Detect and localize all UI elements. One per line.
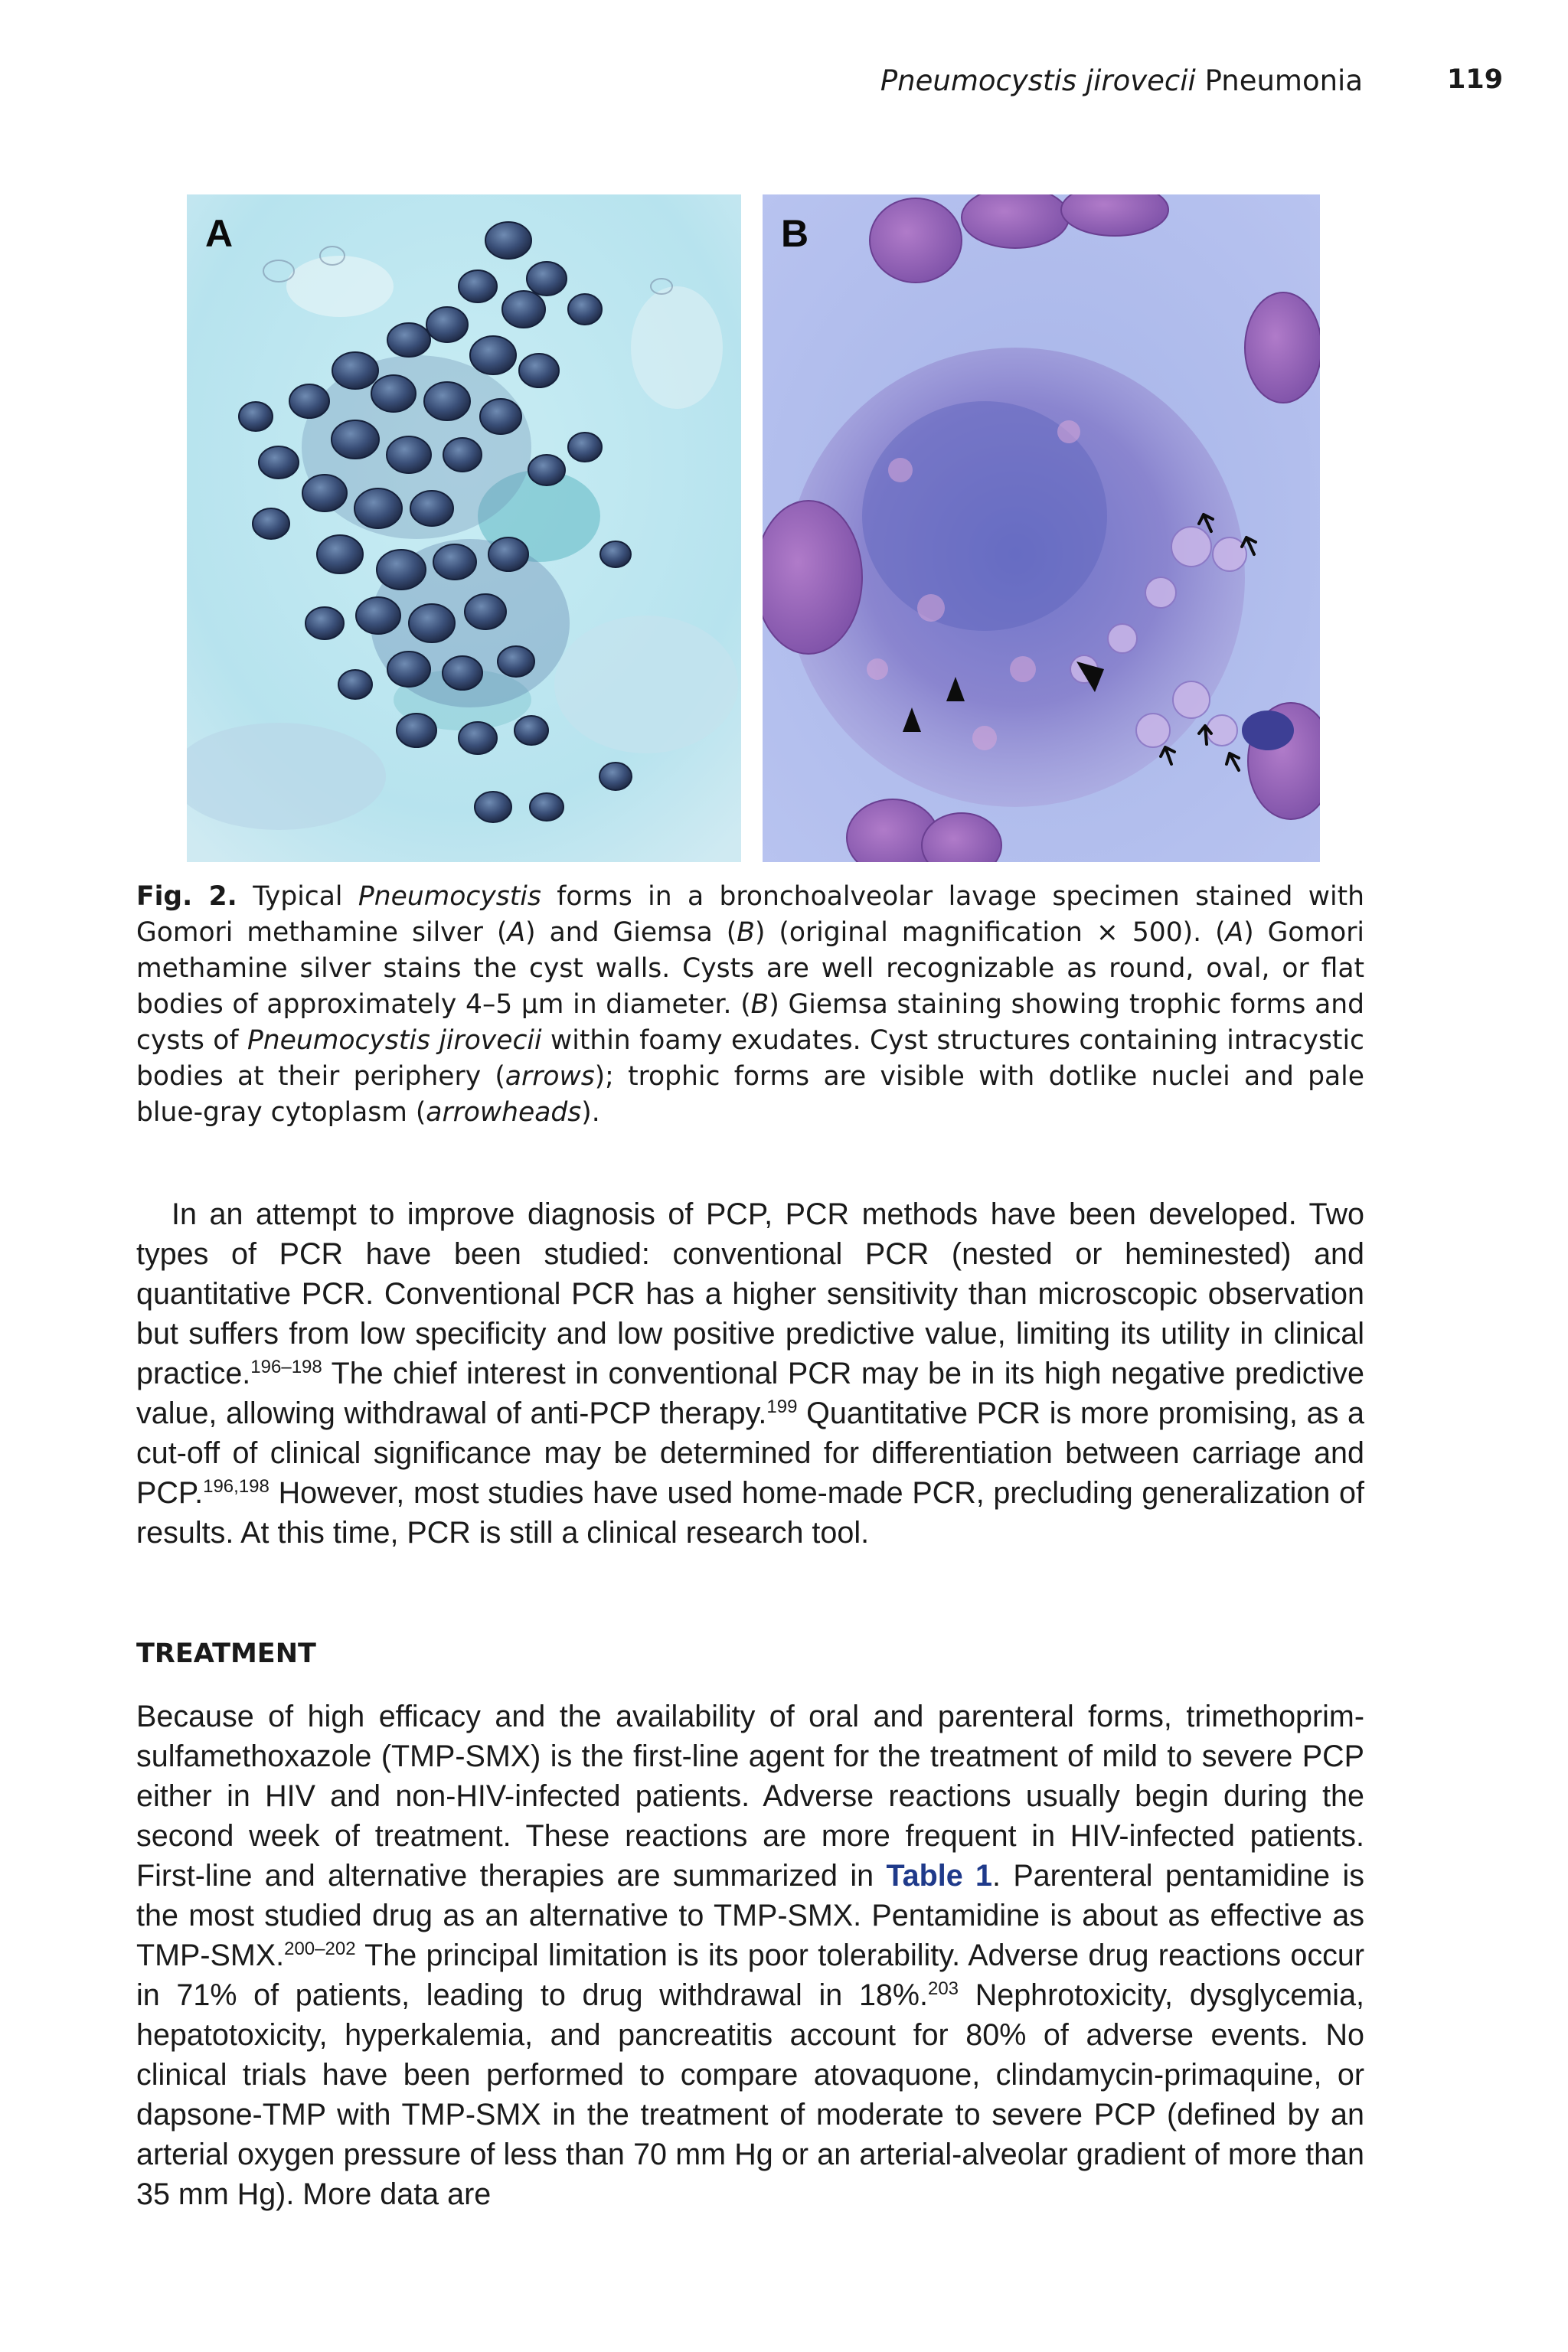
caption-text: ) Gomori methamine silver stains the cyst walls. Cysts are well recognizable as round, oval, or flat bodies of approximately 4–5 μm in diameter. ( [136,917,1365,1020]
citation-ref[interactable]: 196–198 [250,1357,322,1377]
citation-ref[interactable]: 196,198 [203,1476,270,1497]
caption-italic: B [737,917,755,948]
giemsa-micrograph [763,194,1320,862]
paragraph-text: Nephrotoxicity, dysglycemia, hepatotoxicity, hyperkalemia, and pancreatitis account for 80% of adverse events. No clinical trials have been performed to compare atovaquone, clindamycin-primaquine, or dapsone-TMP with TMP-SMX in the treatment of moderate to severe PCP (defined by an arterial oxygen pressure of less than 70 mm Hg or an arterial-alveolar gradient of more than 35 mm Hg). More data are [136,1978,1365,2211]
paragraph-text: Quantitative PCR is more promising, as a cut-off of clinical significance may be determined for differentiation between carriage and PCP. [136,1396,1364,1510]
paragraph-text: The chief interest in conventional PCR may be in its high negative predictive value, allowing withdrawal of anti-PCP therapy. [136,1357,1364,1430]
paragraph-text: In an attempt to improve diagnosis of PCP, PCR methods have been developed. Two types of PCR have been studied: conventional PCR (nested or heminested) and quantitative PCR. Conventional PCR has a higher sensitivity than microscopic observation but suffers from low specificity and low positive predictive value, limiting its utility in clinical practice. [136,1197,1364,1390]
caption-text: forms in a bronchoalveolar lavage specimen stained with Gomori methamine silver ( [136,881,1365,948]
citation-ref[interactable]: 199 [766,1396,798,1417]
caption-text: ). [581,1097,600,1128]
running-head [873,64,1363,97]
section-heading-treatment: TREATMENT [136,1638,316,1669]
table-1-link[interactable]: Table 1 [886,1859,993,1893]
caption-text: ); trophic forms are visible with dotlike nuclei and pale blue-gray cytoplasm ( [136,1061,1364,1128]
panel-b-label: B [781,212,809,255]
panel-a-label: A [205,212,234,255]
citation-ref[interactable]: 200–202 [284,1939,356,1959]
caption-italic: A [507,917,526,948]
caption-italic: arrows [505,1061,595,1092]
figure-2 [187,194,1320,862]
running-head-italic: Pneumocystis jirovecii [880,64,1196,97]
gomori-silver-micrograph [187,194,741,862]
paragraph-treatment [136,1697,1364,2214]
caption-label: Fig. 2. [136,881,237,912]
caption-italic: Pneumocystis jirovecii [247,1025,542,1056]
citation-ref[interactable]: 203 [927,1978,959,1999]
micrograph-panel-b [763,194,1320,862]
paragraph-text: However, most studies have used home-made PCR, precluding generalization of results. At this time, PCR is still a clinical research tool. [136,1476,1364,1550]
caption-text: within foamy exudates. Cyst structures containing intracystic bodies at their periphery ( [136,1025,1364,1092]
caption-italic: A [1225,917,1244,948]
page-number: 119 [1447,64,1504,95]
running-head-rest: Pneumonia [1195,64,1363,97]
paragraph-text: The principal limitation is its poor tolerability. Adverse drug reactions occur in 71% of patients, leading to drug withdrawal in 18%. [136,1939,1364,2012]
caption-italic: arrowheads [426,1097,582,1128]
caption-text: ) Giemsa staining showing trophic forms and cysts of [136,989,1364,1056]
caption-italic: Pneumocystis [358,881,541,912]
paragraph-text: Because of high efficacy and the availability of oral and parenteral forms, trimethoprim-sulfamethoxazole (TMP-SMX) is the first-line agent for the treatment of mild to severe PCP either in HIV and non-HIV-infected patients. Adverse reactions usually begin during the second week of treatment. These reactions are more frequent in HIV-infected patients. First-line and alternative therapies are summarized in [136,1700,1364,1893]
paragraph-text: . Parenteral pentamidine is the most studied drug as an alternative to TMP-SMX. Pentamidine is about as effective as TMP-SMX. [136,1859,1365,1972]
micrograph-panel-a [187,194,741,862]
paragraph-pcr [136,1194,1364,1553]
caption-text: Typical [237,881,358,912]
caption-text: ) (original magnification × 500). ( [754,917,1226,948]
caption-italic: B [750,989,769,1020]
caption-text: ) and Giemsa ( [525,917,737,948]
figure-caption [136,879,1364,1131]
